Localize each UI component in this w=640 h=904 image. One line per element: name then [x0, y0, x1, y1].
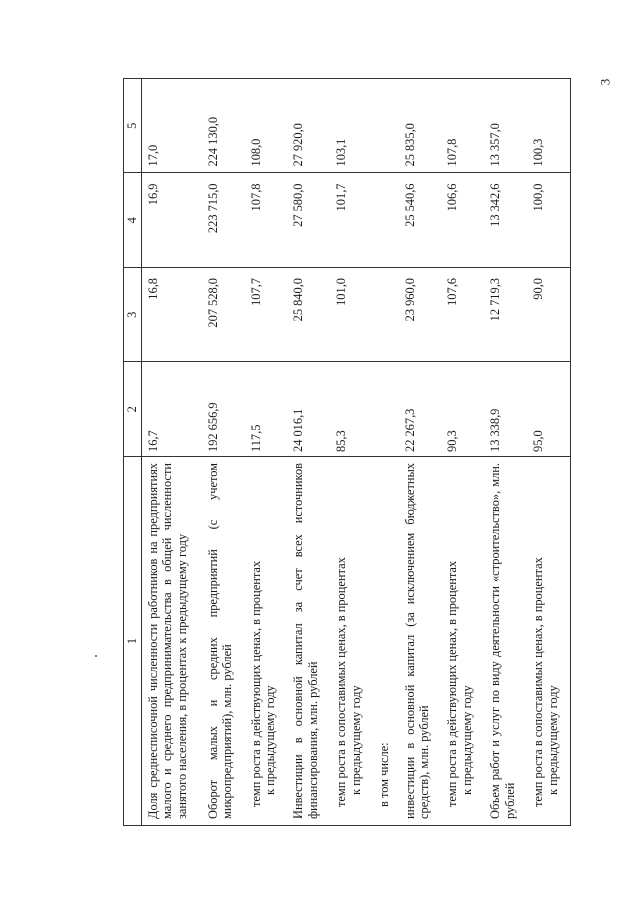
row-label-line1: темп роста в сопоставимых ценах, в процентах	[334, 557, 349, 807]
cell-value: 95,0	[527, 362, 570, 457]
cell-value: 223 715,0	[202, 173, 245, 268]
rotated-sheet	[123, 78, 571, 826]
indicators-table	[123, 78, 571, 826]
cell-value: 13 338,9	[484, 362, 527, 457]
table-row	[399, 79, 442, 826]
row-label: Доля среднесписочной численности работников на предприятиях малого и среднего предпринимательства в общей численности занятого населения, в процентах к предыдущему году	[141, 457, 202, 826]
table-row	[287, 79, 330, 826]
cell-value: 12 719,3	[484, 268, 527, 363]
row-label: Оборот малых и средних предприятий (с учетом микропредприятий), млн. рублей	[202, 457, 245, 826]
cell-value: 16,7	[141, 362, 202, 457]
cell-value	[373, 79, 399, 174]
column-header-5: 5	[124, 79, 142, 174]
cell-value	[373, 362, 399, 457]
cell-value: 103,1	[330, 79, 373, 174]
row-label-line2: к предыдущему году	[263, 685, 278, 795]
table-row	[373, 79, 399, 826]
row-label	[527, 457, 570, 826]
table-row	[141, 79, 202, 826]
cell-value: 16,9	[141, 173, 202, 268]
scan-dot	[95, 655, 97, 657]
table-row	[330, 79, 373, 826]
column-header-3: 3	[124, 268, 142, 363]
row-label	[245, 457, 288, 826]
cell-value: 101,7	[330, 173, 373, 268]
cell-value: 100,0	[527, 173, 570, 268]
cell-value: 25 840,0	[287, 268, 330, 363]
cell-value: 13 342,6	[484, 173, 527, 268]
row-label-line1: темп роста в действующих ценах, в процентах	[248, 560, 263, 807]
column-header-1: 1	[124, 457, 142, 826]
table-row	[441, 79, 484, 826]
cell-value: 85,3	[330, 362, 373, 457]
row-label: Объем работ и услуг по виду деятельности «строительство», млн. рублей	[484, 457, 527, 826]
table-row	[527, 79, 570, 826]
cell-value: 25 835,0	[399, 79, 442, 174]
row-label: Инвестиции в основной капитал за счет всех источников финансирования, млн. рублей	[287, 457, 330, 826]
table-row	[484, 79, 527, 826]
cell-value: 107,8	[245, 173, 288, 268]
cell-value: 224 130,0	[202, 79, 245, 174]
cell-value: 107,8	[441, 79, 484, 174]
table-row	[202, 79, 245, 826]
cell-value	[373, 173, 399, 268]
row-label-line1: темп роста в сопоставимых ценах, в процентах	[531, 557, 546, 807]
row-label-line2: к предыдущему году	[348, 685, 363, 795]
row-label: инвестиции в основной капитал (за исключением бюджетных средств), млн. рублей	[399, 457, 442, 826]
cell-value: 101,0	[330, 268, 373, 363]
cell-value: 25 540,6	[399, 173, 442, 268]
cell-value: 192 656,9	[202, 362, 245, 457]
table-header-row	[124, 79, 142, 826]
cell-value: 90,3	[441, 362, 484, 457]
cell-value: 23 960,0	[399, 268, 442, 363]
cell-value: 24 016,1	[287, 362, 330, 457]
row-label-line2: к предыдущему году	[545, 685, 560, 795]
cell-value: 22 267,3	[399, 362, 442, 457]
row-label	[441, 457, 484, 826]
cell-value: 17,0	[141, 79, 202, 174]
cell-value: 106,6	[441, 173, 484, 268]
cell-value: 117,5	[245, 362, 288, 457]
cell-value	[373, 268, 399, 363]
page-number: 3	[596, 78, 612, 86]
cell-value: 108,0	[245, 79, 288, 174]
cell-value: 27 580,0	[287, 173, 330, 268]
row-label: в том числе:	[373, 457, 399, 826]
cell-value: 100,3	[527, 79, 570, 174]
column-header-2: 2	[124, 362, 142, 457]
cell-value: 207 528,0	[202, 268, 245, 363]
cell-value: 16,8	[141, 268, 202, 363]
cell-value: 107,6	[441, 268, 484, 363]
cell-value: 13 357,0	[484, 79, 527, 174]
row-label	[330, 457, 373, 826]
cell-value: 107,7	[245, 268, 288, 363]
row-label-line1: темп роста в действующих ценах, в процентах	[445, 560, 460, 807]
table-row	[245, 79, 288, 826]
cell-value: 27 920,0	[287, 79, 330, 174]
column-header-4: 4	[124, 173, 142, 268]
cell-value: 90,0	[527, 268, 570, 363]
row-label-line2: к предыдущему году	[460, 685, 475, 795]
